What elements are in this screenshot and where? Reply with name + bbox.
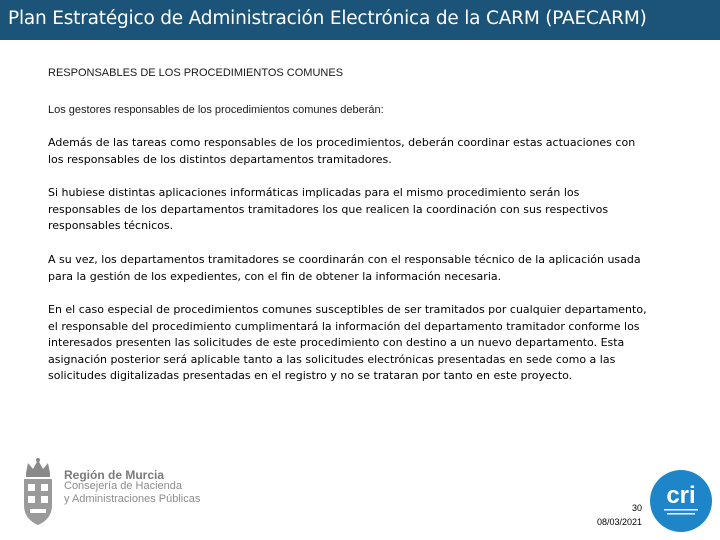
cri-logo (650, 470, 712, 532)
paragraph-coordination: Además de las tareas como responsables de los procedimientos, deberán coordinar estas actuaciones con los responsables de los distintos departamentos tramitadores. (48, 136, 636, 166)
department-line-2: y Administraciones Públicas (64, 493, 201, 505)
page-number: 30 (631, 503, 642, 513)
page-date: 08/03/2021 (596, 517, 642, 527)
intro-text: Los gestores responsables de los procedimientos comunes deberán: (48, 104, 384, 116)
region-name: Región de Murcia (64, 468, 165, 482)
title-bar (0, 0, 720, 40)
region-crest-icon (20, 457, 56, 529)
page-title: Plan Estratégico de Administración Electrónica de la CARM (PAECARM) (8, 8, 647, 29)
cri-logo-text: cri (666, 482, 696, 509)
paragraph-applications: Si hubiese distintas aplicaciones informáticas implicadas para el mismo procedimiento serán los responsables de los departamentos tramitadores los que realicen la coordinación con sus respectivos responsables técnicos. (48, 186, 609, 232)
paragraph-technical: A su vez, los departamentos tramitadores se coordinarán con el responsable técnico de la aplicación usada para la gestión de los expedientes, con el fin de obtener la información necesaria. (48, 253, 641, 283)
department-line-1: Consejería de Hacienda (64, 480, 183, 492)
paragraph-special-case: En el caso especial de procedimientos comunes susceptibles de ser tramitados por cualquier departamento, el responsable del procedimiento cumplimentará la información del departamento tramitador conforme los interesados presenten las solicitudes de este procedimiento con destino a un nuevo departamento. Esta asignación posterior será aplicable tanto a las solicitudes electrónicas presentadas en sede como a las solicitudes digitalizadas presentadas en el registro y no se trataran por tanto en este proyecto. (48, 303, 647, 382)
section-heading: RESPONSABLES DE LOS PROCEDIMIENTOS COMUNES (48, 67, 344, 79)
